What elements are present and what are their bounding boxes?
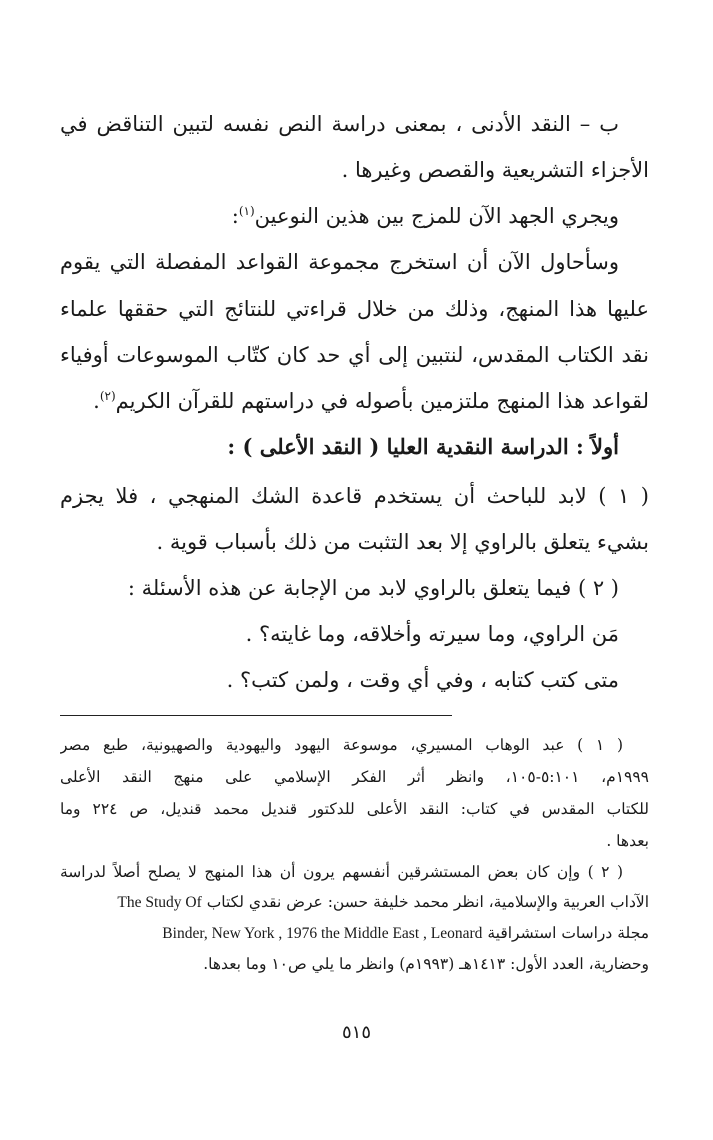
footnote-line [60,920,649,946]
paragraph-line [60,384,649,418]
footnote-reference: (١) [238,204,255,218]
paragraph-line [60,199,619,233]
footnote-latin-text: Binder, New York , 1976 the Middle East , Leonard [162,925,483,942]
footnote-line: ١٩٩٩م، ٥:١٠١-١٠٥، وانظر أثر الفكر الإسلامي على منهج النقد الأعلى [60,768,649,786]
footnote-line: وحضارية، العدد الأول: ١٤١٣هـ (١٩٩٣م) وانظر ما يلي ص١٠ وما بعدها. [203,955,649,973]
section-heading: أولاً : الدراسة النقدية العليا ( النقد الأعلى ) : [227,434,619,459]
paragraph-line: وسأحاول الآن أن استخرج مجموعة القواعد المفصلة التي يقوم [60,250,619,274]
footnote-line: ( ٢ ) وإن كان بعض المستشرقين أنفسهم يرون أن هذا المنهج لا يصلح أصلاً لدراسة [60,863,623,881]
paragraph-text: . [93,389,100,413]
page-number: ٥١٥ [341,1022,371,1043]
paragraph-line: متى كتب كتابه ، وفي أي وقت ، ولمن كتب؟ . [226,668,619,692]
footnote-text: الآداب العربية والإسلامية، انظر محمد خليفة حسن: عرض نقدي لكتاب [206,893,649,911]
paragraph-line: نقد الكتاب المقدس، لنتبين إلى أي حد كان كتّاب الموسوعات أوفياء [60,343,649,367]
paragraph-text: : [231,204,239,228]
footnote-line [60,889,649,915]
footnote-line: للكتاب المقدس في كتاب: النقد الأعلى للدكتور قنديل محمد قنديل، ص ٢٢٤ وما [60,800,649,818]
paragraph-line: بشيء يتعلق بالراوي إلا بعد التثبت من ذلك بأسباب قوية . [156,530,649,554]
paragraph-line: ( ١ ) لابد للباحث أن يستخدم قاعدة الشك المنهجي ، فلا يجزم [60,484,649,508]
footnote-line: بعدها . [606,832,649,850]
paragraph-text: ويجري الجهد الآن للمزج بين هذين النوعين [254,204,619,228]
footnote-reference: (٢) [99,389,116,403]
footnote-latin-text: The Study Of [117,894,202,911]
paragraph-text: لقواعد هذا المنهج ملتزمين بأصوله في دراستهم للقرآن الكريم [115,389,649,413]
paragraph-line: الأجزاء التشريعية والقصص وغيرها . [341,158,649,182]
paragraph-line: مَن الراوي، وما سيرته وأخلاقه، وما غايته؟ . [245,622,619,646]
paragraph-line: عليها هذا المنهج، وذلك من خلال قراءتي للنتائج التي حققها علماء [60,297,649,321]
paragraph-line: ب – النقد الأدنى ، بمعنى دراسة النص نفسه لتبين التناقض في [60,112,619,136]
paragraph-line: ( ٢ ) فيما يتعلق بالراوي لابد من الإجابة عن هذه الأسئلة : [127,576,619,600]
footnote-text: مجلة دراسات استشراقية [487,924,649,942]
footnote-divider [60,715,452,716]
footnote-line: ( ١ ) عبد الوهاب المسيري، موسوعة اليهود واليهودية والصهيونية، طبع مصر [60,736,623,754]
